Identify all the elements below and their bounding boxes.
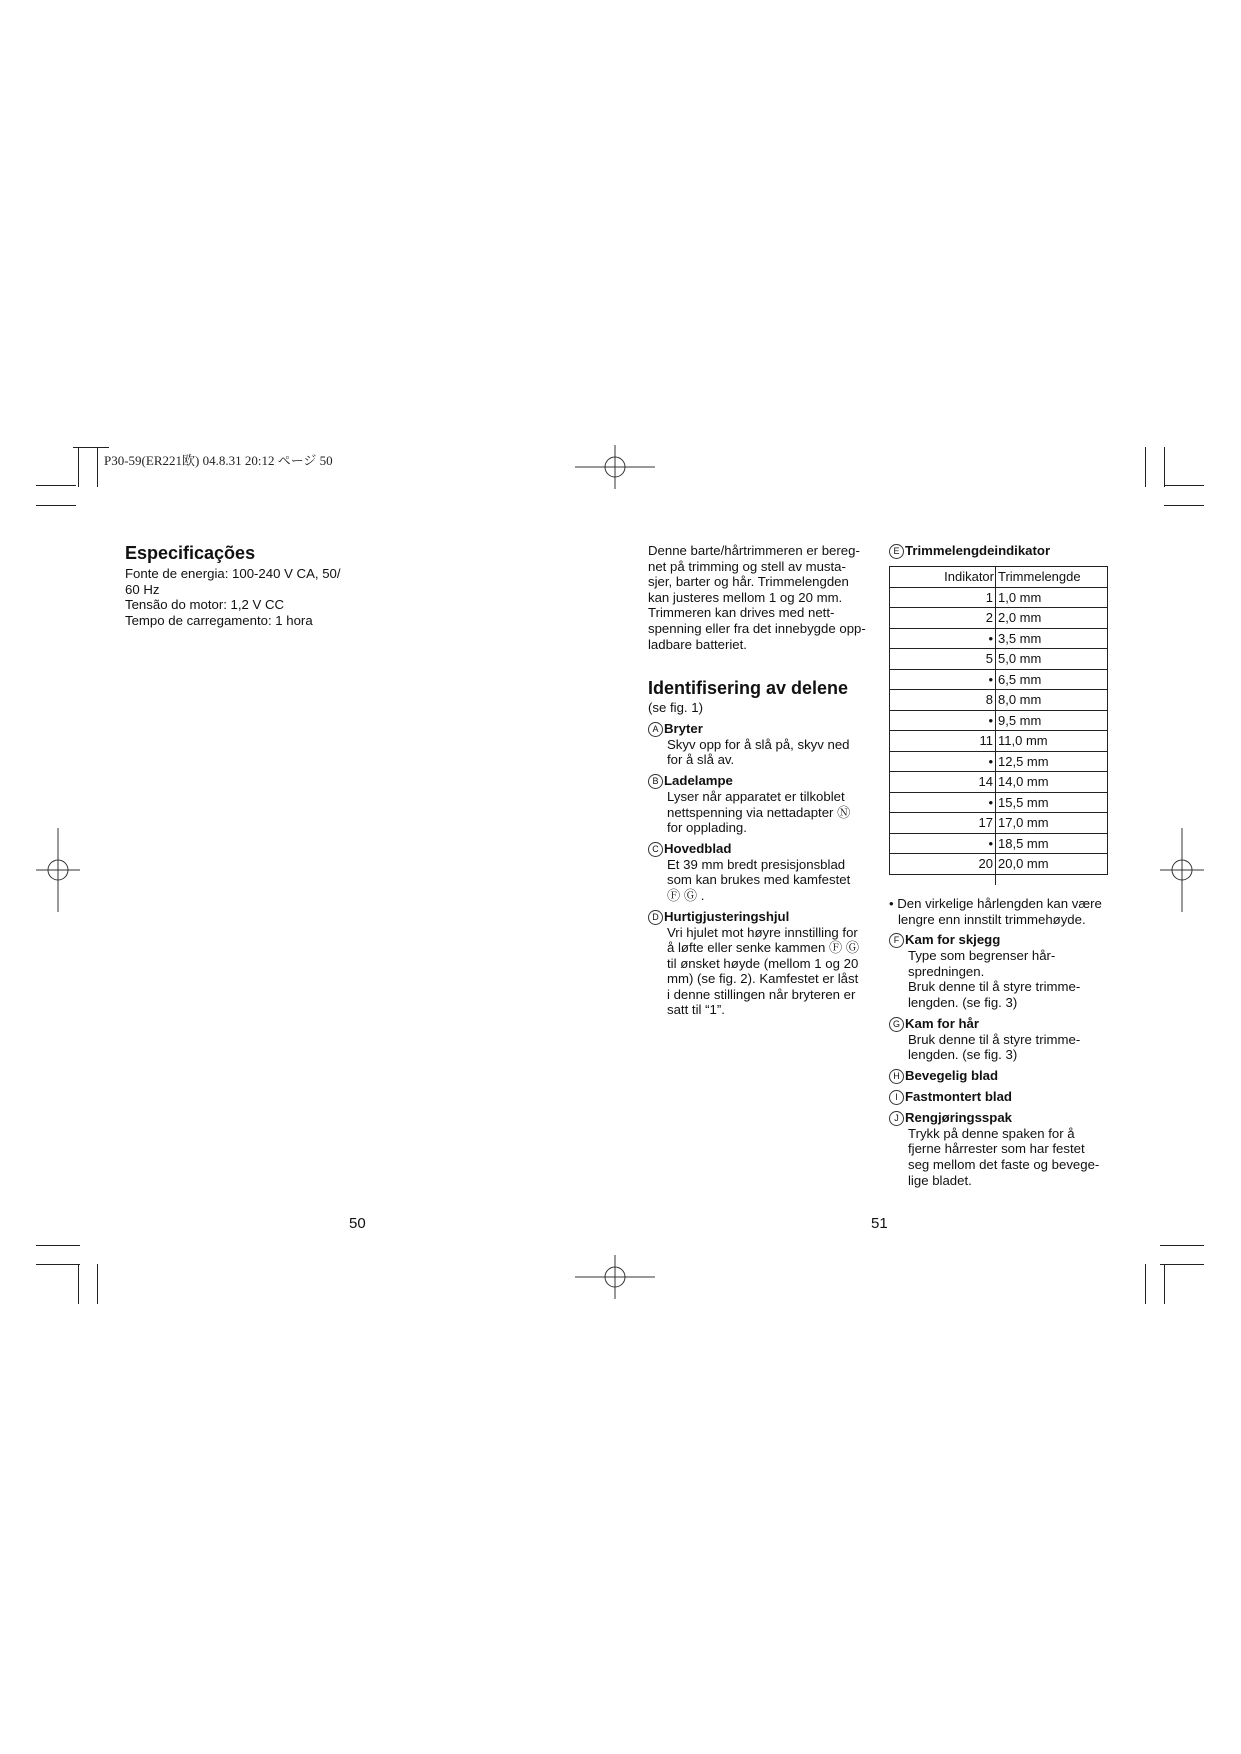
specifications-title: Especificações xyxy=(125,543,256,563)
note-line: lengre enn innstilt trimmehøyde. xyxy=(898,911,1086,927)
part-line: Type som begrenser hår- xyxy=(908,948,1056,964)
part-title: Hurtigjusteringshjul xyxy=(664,908,790,924)
part-line: til ønsket høyde (mellom 1 og 20 xyxy=(667,955,859,971)
table-row xyxy=(890,710,1108,731)
part-line: Bruk denne til å styre trimme- xyxy=(908,1031,1081,1047)
part-item xyxy=(648,773,873,836)
indicator-cell: • xyxy=(890,833,997,854)
indicator-cell: • xyxy=(890,710,997,731)
table-row xyxy=(890,587,1108,608)
part-line: lige bladet. xyxy=(908,1172,972,1188)
table-header-row xyxy=(890,567,1108,588)
circled-letter-icon: G xyxy=(889,1017,904,1032)
part-title: Fastmontert blad xyxy=(905,1088,1012,1104)
indicator-heading xyxy=(889,543,1050,559)
part-line: for å slå av. xyxy=(667,752,735,768)
intro-line: spenning eller fra det innebygde opp- xyxy=(648,620,866,636)
section-subtitle: (se fig. 1) xyxy=(648,700,703,716)
registration-mark-left xyxy=(36,828,80,912)
registration-mark-top xyxy=(575,445,655,489)
spec-line: Fonte de energia: 100-240 V CA, 50/ xyxy=(125,566,341,581)
spec-line: Tensão do motor: 1,2 V CC xyxy=(125,597,285,613)
indicator-cell: 20 xyxy=(890,854,997,875)
part-item xyxy=(889,1110,1114,1188)
length-cell: 5,0 mm xyxy=(996,649,1108,670)
part-line: seg mellom det faste og bevege- xyxy=(908,1156,1100,1172)
part-line: for opplading. xyxy=(667,820,747,836)
part-line: Lyser når apparatet er tilkoblet xyxy=(667,788,845,804)
part-item xyxy=(648,909,873,1019)
intro-line: net på trimming og stell av musta- xyxy=(648,558,846,574)
intro-paragraph xyxy=(648,543,873,652)
part-title: Ladelampe xyxy=(664,772,733,788)
indicator-cell: • xyxy=(890,751,997,772)
part-title: Kam for hår xyxy=(905,1015,980,1031)
part-line: Et 39 mm bredt presisjonsblad xyxy=(667,856,846,872)
length-cell: 17,0 mm xyxy=(996,813,1108,834)
section-title: Identifisering av delene xyxy=(648,678,849,699)
part-item xyxy=(889,1089,1114,1105)
table-row xyxy=(890,608,1108,629)
page-number-right: 51 xyxy=(871,1215,888,1232)
intro-line: Trimmeren kan drives med nett- xyxy=(648,605,835,621)
table-row xyxy=(890,833,1108,854)
length-cell: 9,5 mm xyxy=(996,710,1108,731)
indicator-cell: • xyxy=(890,792,997,813)
part-item xyxy=(648,841,873,904)
part-line: spredningen. xyxy=(908,963,985,979)
note xyxy=(889,896,1114,927)
part-title: Bryter xyxy=(664,720,703,736)
part-line: nettspenning via nettadapter Ⓝ xyxy=(667,804,851,820)
part-line: i denne stillingen når bryteren er xyxy=(667,986,856,1002)
indicator-cell: 11 xyxy=(890,731,997,752)
length-cell: 15,5 mm xyxy=(996,792,1108,813)
table-row xyxy=(890,649,1108,670)
part-line: lengden. (se fig. 3) xyxy=(908,1047,1018,1063)
intro-line: kan justeres mellom 1 og 20 mm. xyxy=(648,589,843,605)
intro-line: Denne barte/hårtrimmeren er bereg- xyxy=(648,543,860,558)
part-item xyxy=(889,1016,1114,1063)
table-row xyxy=(890,854,1108,875)
length-cell: 14,0 mm xyxy=(996,772,1108,793)
part-item xyxy=(889,932,1114,1010)
indicator-cell: 8 xyxy=(890,690,997,711)
table-row xyxy=(890,628,1108,649)
length-cell: 18,5 mm xyxy=(996,833,1108,854)
length-cell: 3,5 mm xyxy=(996,628,1108,649)
part-title: Kam for skjegg xyxy=(905,932,1001,948)
part-line: Bruk denne til å styre trimme- xyxy=(908,979,1081,995)
indicator-cell: 5 xyxy=(890,649,997,670)
length-cell: 8,0 mm xyxy=(996,690,1108,711)
table-column-divider xyxy=(995,567,996,885)
length-cell: 12,5 mm xyxy=(996,751,1108,772)
part-line: Ⓕ Ⓖ . xyxy=(667,887,705,903)
part-line: mm) (se fig. 2). Kamfestet er låst xyxy=(667,971,859,987)
trim-table-body xyxy=(890,587,1108,874)
indicator-cell: 2 xyxy=(890,608,997,629)
page-number-left: 50 xyxy=(349,1215,366,1232)
registration-mark-right xyxy=(1160,828,1204,912)
spec-line: Tempo de carregamento: 1 hora xyxy=(125,612,313,628)
table-row xyxy=(890,813,1108,834)
circled-letter-icon: C xyxy=(648,842,663,857)
table-row xyxy=(890,690,1108,711)
part-line: Vri hjulet mot høyre innstilling for xyxy=(667,924,858,940)
indicator-cell: 1 xyxy=(890,587,997,608)
indicator-title: Trimmelengdeindikator xyxy=(905,543,1051,558)
right-page-column-1 xyxy=(648,543,873,1018)
part-title: Hovedblad xyxy=(664,840,732,856)
circled-letter-icon: I xyxy=(889,1090,904,1105)
table-row xyxy=(890,669,1108,690)
length-cell: 2,0 mm xyxy=(996,608,1108,629)
part-line: som kan brukes med kamfestet xyxy=(667,872,851,888)
table-header-indicator: Indikator xyxy=(890,567,997,588)
part-line: Skyv opp for å slå på, skyv ned xyxy=(667,736,850,752)
indicator-cell: • xyxy=(890,669,997,690)
table-row xyxy=(890,792,1108,813)
part-line: Trykk på denne spaken for å xyxy=(908,1125,1075,1141)
circled-letter-icon: A xyxy=(648,722,663,737)
length-cell: 6,5 mm xyxy=(996,669,1108,690)
right-page-column-2 xyxy=(889,896,1114,1188)
intro-line: sjer, barter og hår. Trimmelengden xyxy=(648,574,849,590)
indicator-cell: 14 xyxy=(890,772,997,793)
circled-letter-icon: F xyxy=(889,933,904,948)
indicator-cell: 17 xyxy=(890,813,997,834)
circled-letter-icon: H xyxy=(889,1069,904,1084)
table-row xyxy=(890,751,1108,772)
circled-letter-icon: E xyxy=(889,544,904,559)
circled-letter-icon: D xyxy=(648,910,663,925)
part-item xyxy=(889,1068,1114,1084)
spec-line: 60 Hz xyxy=(125,581,160,597)
table-header-length: Trimmelengde xyxy=(996,567,1108,588)
length-cell: 20,0 mm xyxy=(996,854,1108,875)
indicator-cell: • xyxy=(890,628,997,649)
table-row xyxy=(890,772,1108,793)
circled-letter-icon: B xyxy=(648,774,663,789)
trim-length-table xyxy=(889,566,1108,875)
print-header: P30-59(ER221欧) 04.8.31 20:12 ページ 50 xyxy=(104,453,333,468)
table-row xyxy=(890,731,1108,752)
note-line: • Den virkelige hårlengden kan være xyxy=(889,896,1102,911)
part-line: å løfte eller senke kammen Ⓕ Ⓖ xyxy=(667,940,860,956)
part-title: Bevegelig blad xyxy=(905,1067,999,1083)
registration-mark-bottom xyxy=(575,1255,655,1299)
part-item xyxy=(648,721,873,768)
length-cell: 1,0 mm xyxy=(996,587,1108,608)
specifications-list xyxy=(125,566,341,628)
circled-letter-icon: J xyxy=(889,1111,904,1126)
part-line: fjerne hårrester som har festet xyxy=(908,1141,1085,1157)
length-cell: 11,0 mm xyxy=(996,731,1108,752)
intro-line: ladbare batteriet. xyxy=(648,636,747,652)
part-line: satt til “1”. xyxy=(667,1002,725,1018)
left-page xyxy=(125,543,341,628)
part-line: lengden. (se fig. 3) xyxy=(908,994,1018,1010)
part-title: Rengjøringsspak xyxy=(905,1109,1012,1125)
